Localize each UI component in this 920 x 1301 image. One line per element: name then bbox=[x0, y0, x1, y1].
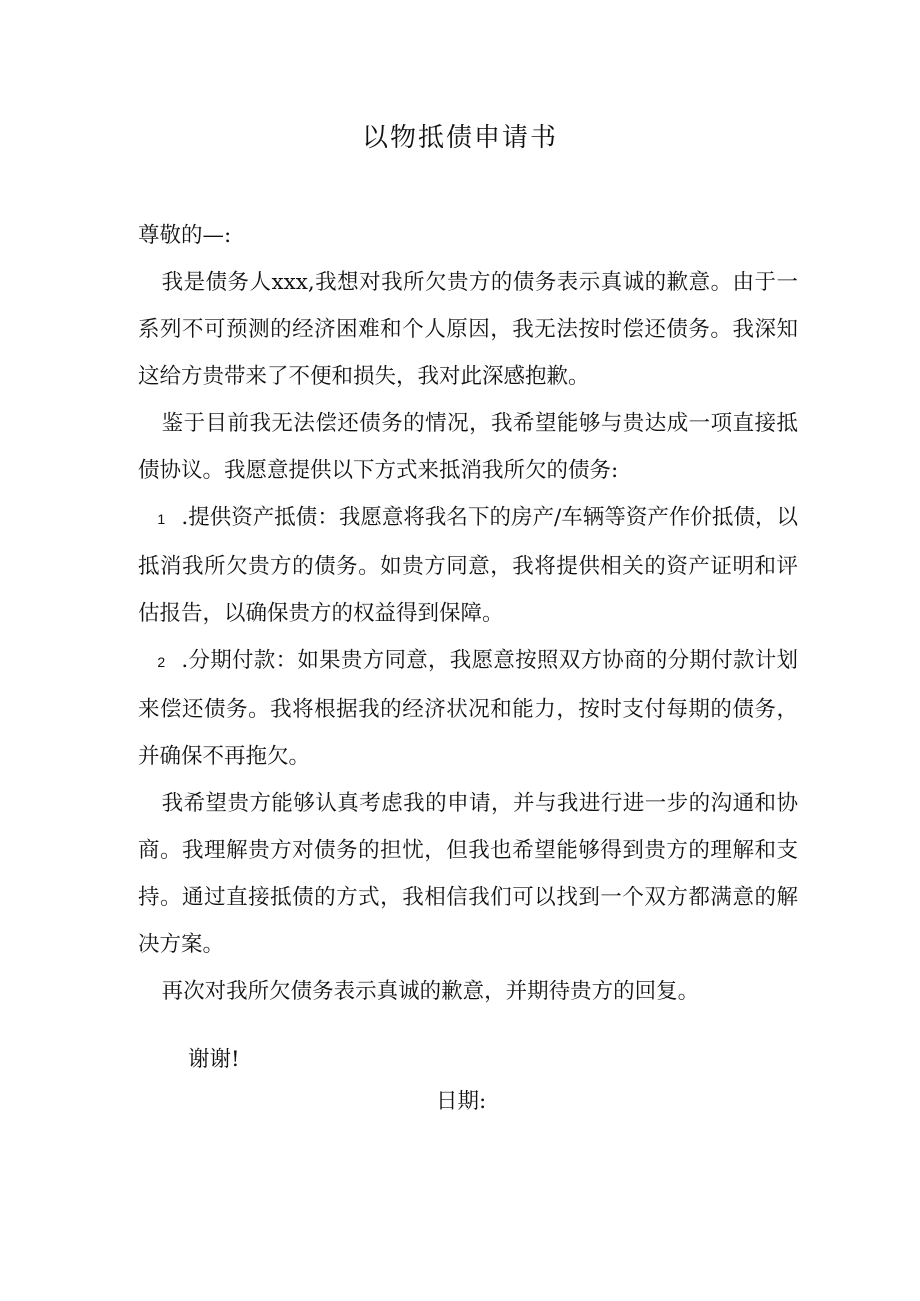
list-number: 2 bbox=[157, 654, 166, 670]
paragraph-request: 我希望贵方能够认真考虑我的申请，并与我进行进一步的沟通和协商。我理解贵方对债务的担忧，但我也希望能够得到贵方的理解和支持。通过直接抵债的方式，我相信我们可以找到一个双方都满意的解决方案。 bbox=[138, 791, 798, 957]
list-item-installments bbox=[138, 637, 798, 780]
date-label: 日期: bbox=[436, 1089, 487, 1114]
document-title: 以物抵债申请书 bbox=[361, 123, 558, 153]
closing-thanks: 谢谢! bbox=[188, 1047, 240, 1072]
salutation: 尊敬的—: bbox=[138, 223, 232, 248]
paragraph-closing: 再次对我所欠债务表示真诚的歉意，并期待贵方的回复。 bbox=[161, 979, 700, 1004]
document-body bbox=[138, 212, 798, 1015]
list-number: 1 bbox=[157, 511, 166, 527]
list-item-asset-offset bbox=[138, 494, 798, 637]
list-item-text: .提供资产抵债：我愿意将我名下的房产/车辆等资产作价抵债，以抵消我所欠贵方的债务。如贵方同意，我将提供相关的资产证明和评估报告，以确保贵方的权益得到保障。 bbox=[138, 505, 798, 626]
paragraph-proposal: 鉴于目前我无法偿还债务的情况，我希望能够与贵达成一项直接抵债协议。我愿意提供以下方式来抵消我所欠的债务: bbox=[138, 411, 798, 483]
list-item-text: .分期付款：如果贵方同意，我愿意按照双方协商的分期付款计划来偿还债务。我将根据我的经济状况和能力，按时支付每期的债务，并确保不再拖欠。 bbox=[138, 648, 798, 769]
paragraph-apology: 我是债务人xxx,我想对我所欠贵方的债务表示真诚的歉意。由于一系列不可预测的经济困难和个人原因，我无法按时偿还债务。我深知这给方贵带来了不便和损失，我对此深感抱歉。 bbox=[138, 270, 798, 389]
